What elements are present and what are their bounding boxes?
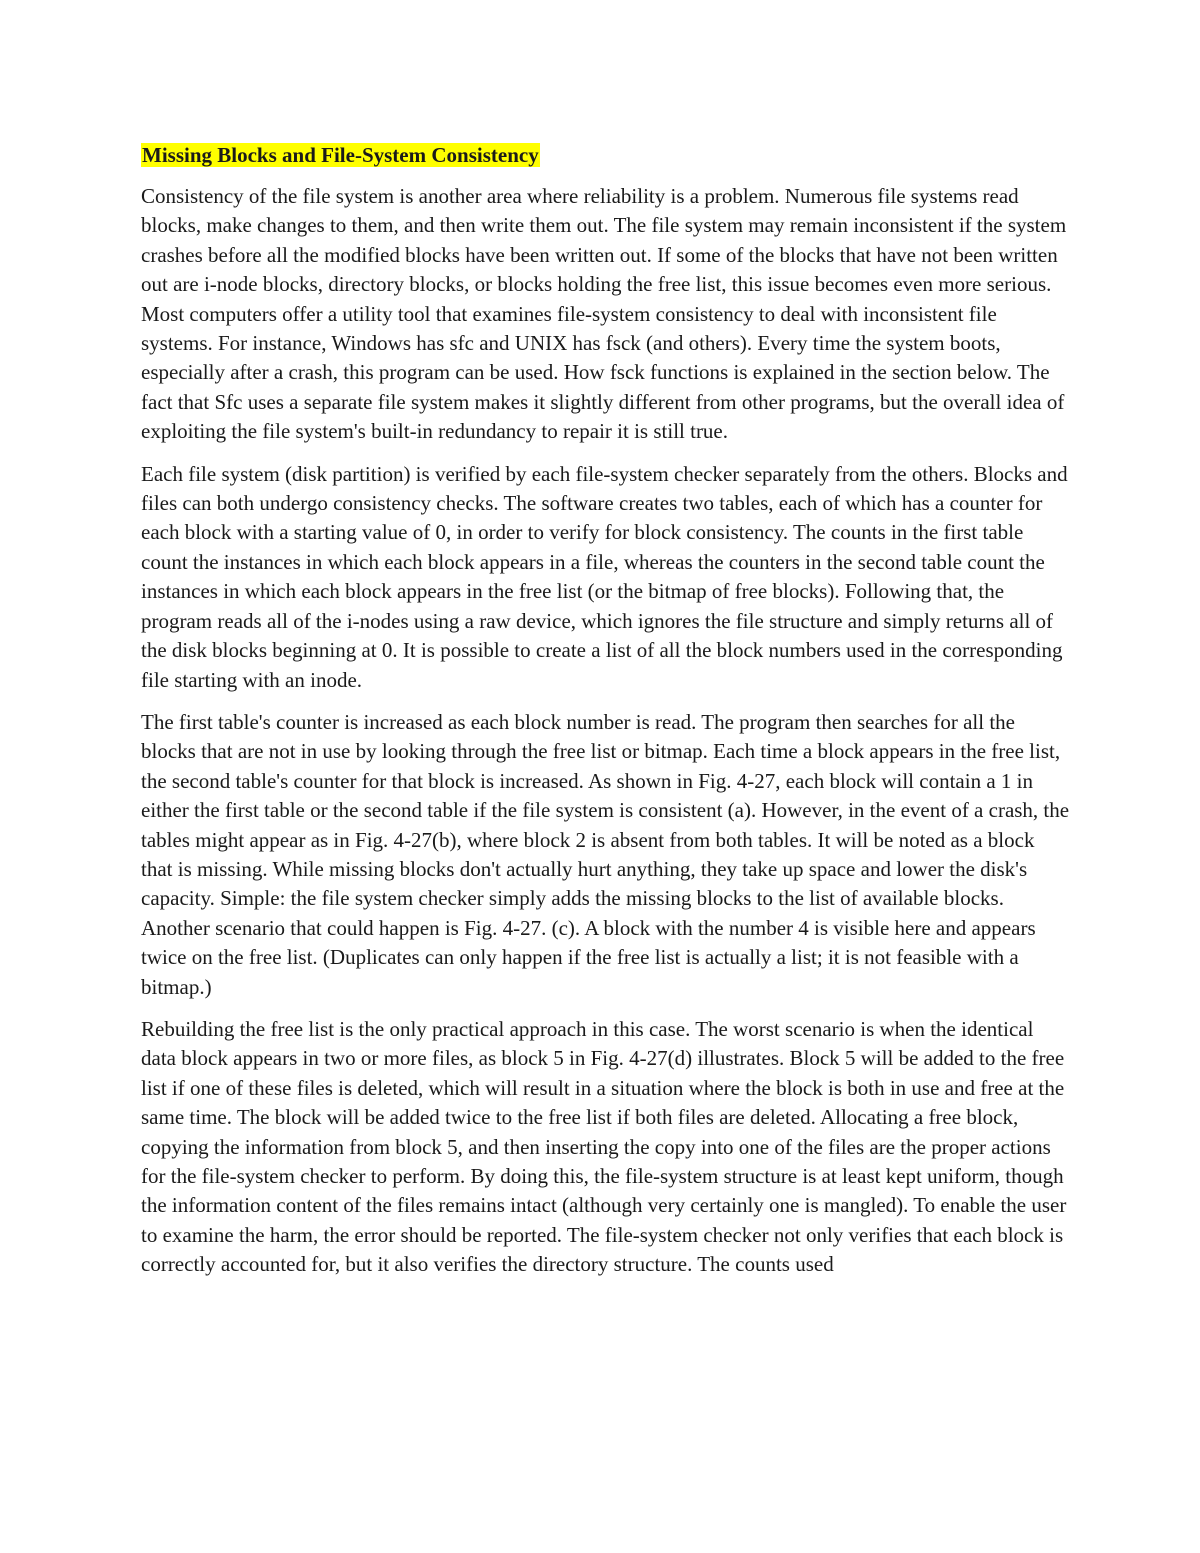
paragraph-1: Consistency of the file system is another area where reliability is a problem. Numerous file systems read blocks, make changes to them, and then write them out. The file system may remain inconsistent if the system crashes before all the modified blocks have been written out. If some of the blocks that have not been written out are i-node blocks, directory blocks, or blocks holding the free list, this issue becomes even more serious. Most computers offer a utility tool that examines file-system consistency to deal with inconsistent file systems. For instance, Windows has sfc and UNIX has fsck (and others). Every time the system boots, especially after a crash, this program can be used. How fsck functions is explained in the section below. The fact that Sfc uses a separate file system makes it slightly different from other programs, but the overall idea of exploiting the file system's built-in redundancy to repair it is still true. bbox=[141, 184, 1067, 444]
section-title bbox=[141, 140, 1071, 170]
paragraph-2: Each file system (disk partition) is verified by each file-system checker separately from the others. Blocks and files can both undergo consistency checks. The software creates two tables, each of which has a counter for each block with a starting value of 0, in order to verify for block consistency. The counts in the first table count the instances in which each block appears in a file, whereas the counters in the second table count the instances in which each block appears in the free list (or the bitmap of free blocks). Following that, the program reads all of the i-nodes using a raw device, which ignores the file structure and simply returns all of the disk blocks beginning at 0. It is possible to create a list of all the block numbers used in the corresponding file starting with an inode. bbox=[141, 461, 1068, 692]
section-title-highlight: Missing Blocks and File-System Consistency bbox=[142, 143, 539, 167]
paragraph-3: The first table's counter is increased as each block number is read. The program then searches for all the blocks that are not in use by looking through the free list or bitmap. Each time a block appears in the free list, the second table's counter for that block is increased. As shown in Fig. 4-27, each block will contain a 1 in either the first table or the second table if the file system is consistent (a). However, in the event of a crash, the tables might appear as in Fig. 4-27(b), where block 2 is absent from both tables. It will be noted as a block that is missing. While missing blocks don't actually hurt anything, they take up space and lower the disk's capacity. Simple: the file system checker simply adds the missing blocks to the list of available blocks. Another scenario that could happen is Fig. 4-27. (c). A block with the number 4 is visible here and appears twice on the free list. (Duplicates can only happen if the free list is actually a list; it is not feasible with a bitmap.) bbox=[141, 709, 1070, 999]
document-body bbox=[141, 140, 1071, 1293]
paragraph-4: Rebuilding the free list is the only practical approach in this case. The worst scenario is when the identical data block appears in two or more files, as block 5 in Fig. 4-27(d) illustrates. Block 5 will be added to the free list if one of these files is deleted, which will result in a situation where the block is both in use and free at the same time. The block will be added twice to the free list if both files are deleted. Allocating a free block, copying the information from block 5, and then inserting the copy into one of the files are the proper actions for the file-system checker to perform. By doing this, the file-system structure is at least kept uniform, though the information content of the files remains intact (although very certainly one is mangled). To enable the user to examine the harm, the error should be reported. The file-system checker not only verifies that each block is correctly accounted for, but it also verifies the directory structure. The counts used bbox=[141, 1016, 1067, 1277]
